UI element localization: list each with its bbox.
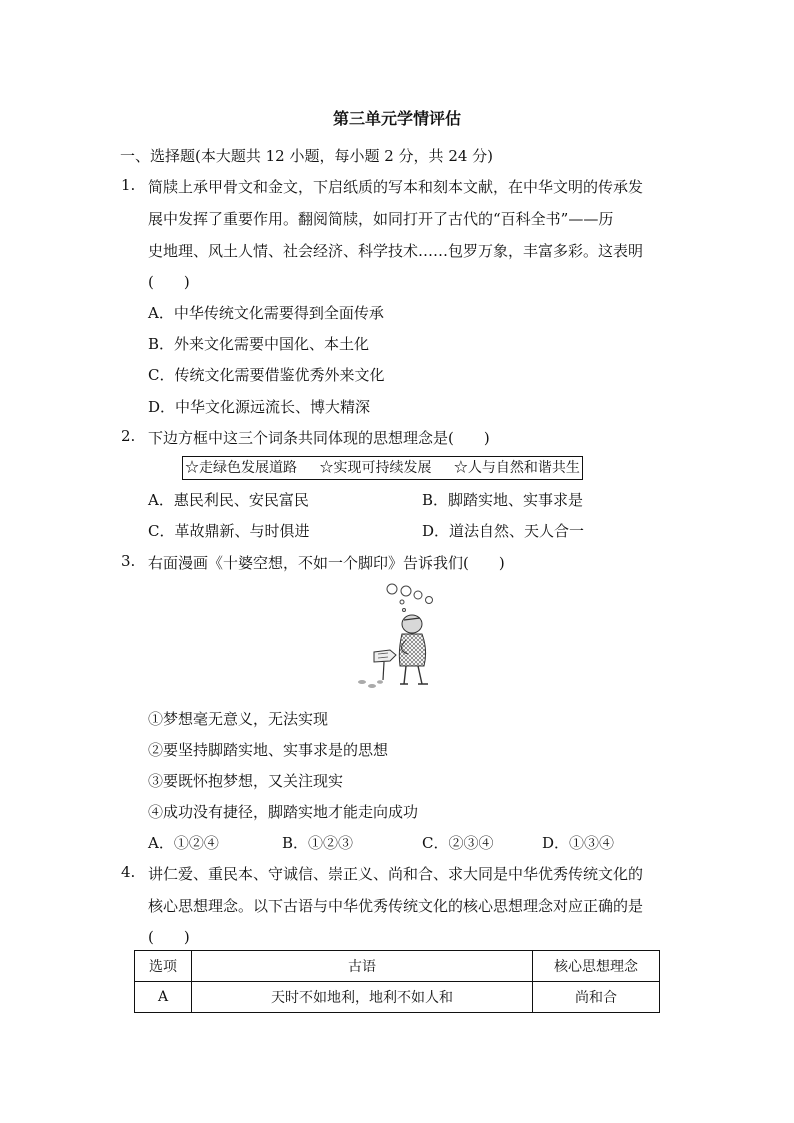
- q2-option-b: B．脚踏实地、实事求是: [422, 491, 584, 509]
- cartoon-illustration: [350, 580, 450, 692]
- q2-box-item-2: ☆实现可持续发展: [319, 460, 432, 476]
- q3-statement-2: ②要坚持脚踏实地、实事求是的思想: [148, 741, 389, 759]
- q3-statement-4: ④成功没有捷径，脚踏实地才能走向成功: [148, 803, 419, 821]
- q3-stem: 右面漫画《十婆空想，不如一个脚印》告诉我们( ): [148, 554, 505, 572]
- q4-options-table: [134, 950, 660, 1013]
- question-number-4: 4.: [121, 863, 136, 881]
- q1-option-a: A．中华传统文化需要得到全面传承: [148, 304, 384, 322]
- table-cell-option: A: [135, 982, 192, 1013]
- q1-stem-line-2: 展中发挥了重要作用。翻阅简牍，如同打开了古代的“百科全书”——历: [148, 210, 614, 228]
- q1-answer-blank: ( ): [148, 273, 190, 291]
- q1-stem-line-3: 史地理、风土人情、社会经济、科学技术……包罗万象，丰富多彩。这表明: [148, 242, 644, 260]
- table-header-option: 选项: [135, 951, 192, 982]
- q2-option-d: D．道法自然、天人合一: [422, 522, 585, 540]
- q3-statement-3: ③要既怀抱梦想，又关注现实: [148, 772, 344, 790]
- table-cell-quote: 天时不如地利，地利不如人和: [192, 982, 533, 1013]
- q2-stem: 下边方框中这三个词条共同体现的思想理念是( ): [148, 429, 490, 447]
- q2-option-a: A．惠民利民、安民富民: [148, 491, 309, 509]
- question-number-1: 1.: [121, 176, 136, 194]
- q4-stem-line-2: 核心思想理念。以下古语与中华优秀传统文化的核心思想理念对应正确的是: [148, 897, 644, 915]
- table-header-row: [135, 951, 660, 982]
- q3-option-a: A．①②④: [148, 834, 219, 852]
- table-row: [135, 982, 660, 1013]
- table-cell-concept: 尚和合: [533, 982, 660, 1013]
- q1-stem-line-1: 简牍上承甲骨文和金文，下启纸质的写本和刻本文献，在中华文明的传承发: [148, 178, 644, 196]
- table-header-concept: 核心思想理念: [533, 951, 660, 982]
- q2-box-item-1: ☆走绿色发展道路: [185, 460, 297, 476]
- q3-option-b: B．①②③: [282, 834, 354, 852]
- question-number-2: 2.: [121, 427, 136, 445]
- q3-statement-1: ①梦想毫无意义，无法实现: [148, 710, 329, 728]
- q2-option-c: C．革故鼎新、与时俱进: [148, 522, 310, 540]
- section-heading: 一、选择题(本大题共 12 小题，每小题 2 分，共 24 分): [120, 147, 494, 165]
- q4-answer-blank: ( ): [148, 928, 190, 946]
- page-title: 第三单元学情评估: [332, 109, 461, 128]
- question-number-3: 3.: [121, 552, 136, 570]
- q1-option-c: C．传统文化需要借鉴优秀外来文化: [148, 366, 385, 384]
- table-header-quote: 古语: [192, 951, 533, 982]
- q2-box-item-3: ☆人与自然和谐共生: [453, 460, 580, 476]
- q3-option-c: C．②③④: [422, 834, 494, 852]
- q1-option-b: B．外来文化需要中国化、本土化: [148, 335, 370, 353]
- q4-stem-line-1: 讲仁爱、重民本、守诚信、崇正义、尚和合、求大同是中华优秀传统文化的: [148, 865, 644, 883]
- q2-keyword-box: [182, 456, 583, 480]
- q3-option-d: D．①③④: [542, 834, 615, 852]
- q1-option-d: D．中华文化源远流长、博大精深: [148, 398, 371, 416]
